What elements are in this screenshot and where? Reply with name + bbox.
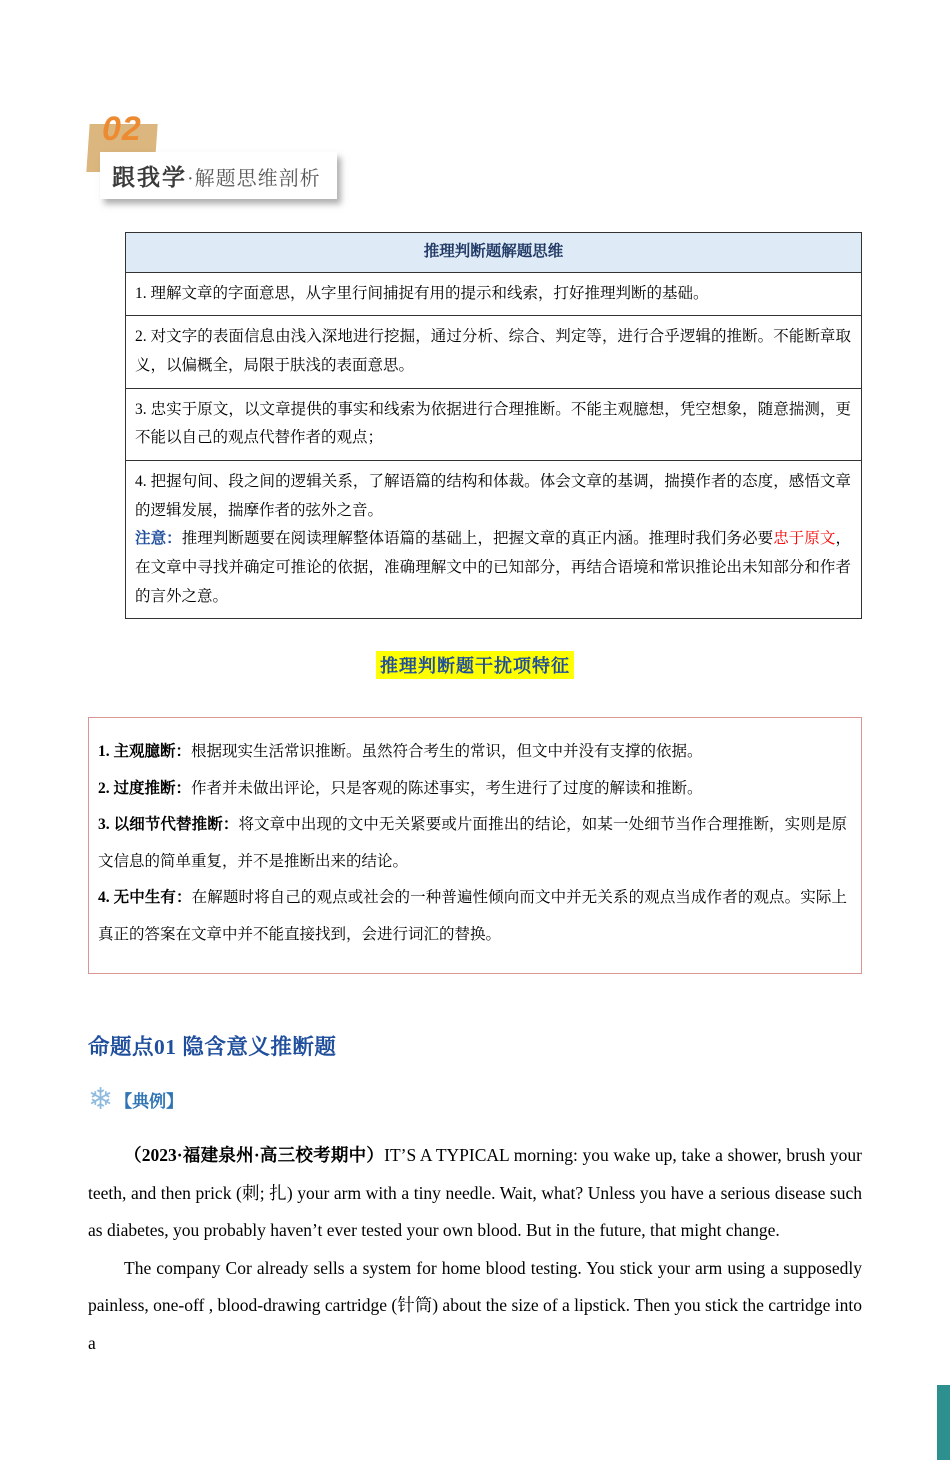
table-row bbox=[126, 461, 862, 619]
distractor-section-title: 推理判断题干扰项特征 bbox=[376, 651, 574, 679]
distractor-item bbox=[98, 807, 847, 880]
distractor-item-text: 将文章中出现的文中无关紧要或片面推出的结论，如某一处细节当作合理推断，实则是原文信息的简单重复，并不是推断出来的结论。 bbox=[98, 816, 847, 870]
section-number: 02 bbox=[102, 110, 142, 148]
distractor-item bbox=[98, 734, 847, 770]
section-title-main: 跟我学 bbox=[112, 165, 187, 190]
distractor-item bbox=[98, 880, 847, 953]
page-content bbox=[0, 232, 950, 1363]
table-row-4-cell bbox=[126, 461, 862, 619]
table-row bbox=[126, 316, 862, 388]
table-row-4-note bbox=[135, 525, 851, 611]
distractor-item bbox=[98, 771, 847, 807]
table-header-row bbox=[126, 233, 862, 273]
table-row bbox=[126, 388, 862, 460]
reading-passage bbox=[88, 1137, 862, 1363]
table-header-cell: 推理判断题解题思维 bbox=[126, 233, 862, 273]
section-title bbox=[100, 152, 337, 199]
distractor-item-text: 根据现实生活常识推断。虽然符合考生的常识，但文中并没有支撑的依据。 bbox=[191, 743, 703, 761]
table-row-2-cell: 2. 对文字的表面信息由浅入深地进行挖掘，通过分析、综合、判定等，进行合乎逻辑的推断。不能断章取义，以偏概全，局限于肤浅的表面意思。 bbox=[126, 316, 862, 388]
passage-source: （2023·福建泉州·高三校考期中） bbox=[124, 1144, 385, 1165]
note-text-2: ，在文章中寻找并确定可推论的依据，准确理解文中的已知部分，再结合语境和常识推论出未知部分和作者的言外之意。 bbox=[135, 530, 851, 605]
table-row-1-cell: 1. 理解文章的字面意思，从字里行间捕捉有用的提示和线索，打好推理判断的基础。 bbox=[126, 272, 862, 316]
distractor-item-label: 3. 以细节代替推断： bbox=[98, 816, 239, 834]
distractor-item-label: 2. 过度推断： bbox=[98, 779, 192, 797]
page-edge-marker bbox=[937, 1385, 950, 1460]
distractor-title-wrap bbox=[88, 651, 862, 679]
distractor-item-text: 在解题时将自己的观点或社会的一种普遍性倾向而文中并无关系的观点当成作者的观点。实际上真正的答案在文章中并不能直接找到，会进行词汇的替换。 bbox=[98, 889, 847, 943]
passage-paragraph-1-text: IT’S A TYPICAL morning: you wake up, take a shower, brush your teeth, and then prick (刺; 扎) your arm with a tiny needle. Wait, what? Unless you have a serious disease such as diabetes, you probably haven’t ever tested your own blood. But in the future, that might change. bbox=[88, 1144, 863, 1241]
example-marker-row bbox=[88, 1082, 862, 1116]
example-label: 【典例】 bbox=[115, 1092, 184, 1112]
passage-paragraph-1 bbox=[88, 1137, 862, 1250]
passage-paragraph-2: The company Cor already sells a system for home blood testing. You stick your arm using a supposedly painless, one-off , blood-drawing cartridge (针筒) about the size of a lipstick. Then you stick the cartridge into a bbox=[88, 1257, 862, 1354]
note-label: 注意： bbox=[135, 530, 182, 548]
distractor-box bbox=[88, 717, 862, 974]
distractor-item-label: 4. 无中生有： bbox=[98, 889, 192, 907]
note-red-emphasis: 忠于原文 bbox=[773, 530, 836, 548]
topic-heading: 命题点01 隐含意义推断题 bbox=[88, 1034, 337, 1059]
distractor-item-label: 1. 主观臆断： bbox=[98, 743, 192, 761]
snowflake-icon: ❄ bbox=[88, 1082, 114, 1116]
section-badge bbox=[88, 110, 508, 198]
distractor-item-text: 作者并未做出评论，只是客观的陈述事实，考生进行了过度的解读和推断。 bbox=[191, 779, 703, 797]
table-row-3-cell: 3. 忠实于原文，以文章提供的事实和线索为依据进行合理推断。不能主观臆想，凭空想象，随意揣测，更不能以自己的观点代替作者的观点； bbox=[126, 388, 862, 460]
section-title-sub: ·解题思维剖析 bbox=[187, 168, 321, 190]
table-row bbox=[126, 272, 862, 316]
reasoning-strategy-table bbox=[125, 232, 862, 619]
note-text-1: 推理判断题要在阅读理解整体语篇的基础上，把握文章的真正内涵。推理时我们务必要 bbox=[181, 530, 774, 548]
table-row-4-main-text: 4. 把握句间、段之间的逻辑关系，了解语篇的结构和体裁。体会文章的基调，揣摸作者的态度，感悟文章的逻辑发展，揣摩作者的弦外之音。 bbox=[135, 473, 851, 519]
document-page bbox=[0, 110, 950, 1363]
